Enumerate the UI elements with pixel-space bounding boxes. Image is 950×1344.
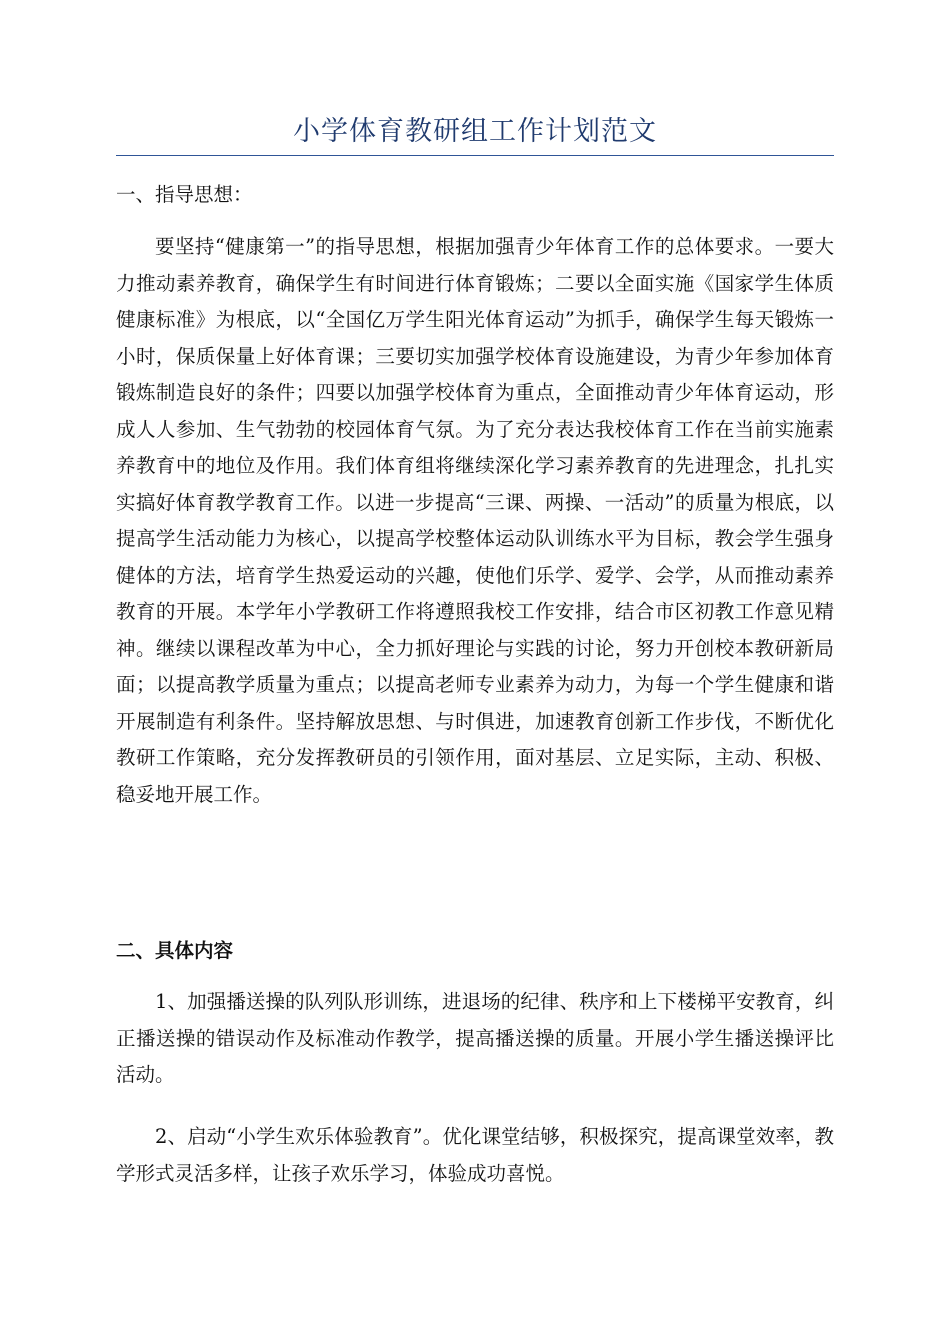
paragraph-item-1: 1、加强播送操的队列队形训练，进退场的纪律、秩序和上下楼梯平安教育，纠正播送操的错误动作及标准动作教学，提高播送操的质量。开展小学生播送操评比活动。 bbox=[116, 990, 834, 1086]
section-heading-guiding-ideology: 一、指导思想： bbox=[116, 183, 253, 206]
section-heading-specific-content: 二、具体内容 bbox=[116, 939, 234, 962]
paragraph-item-2: 2、启动“小学生欢乐体验教育”。优化课堂结够，积极探究，提高课堂效率，教学形式灵活多样，让孩子欢乐学习，体验成功喜悦。 bbox=[116, 1125, 834, 1185]
paragraph-guiding-ideology: 要坚持“健康第一”的指导思想，根据加强青少年体育工作的总体要求。一要大力推动素养教育，确保学生有时间进行体育锻炼；二要以全面实施《国家学生体质健康标准》为根底，以“全国亿万学生阳光体育运动”为抓手，确保学生每天锻炼一小时，保质保量上好体育课；三要切实加强学校体育设施建设，为青少年参加体育锻炼制造良好的条件；四要以加强学校体育为重点，全面推动青少年体育运动，形成人人参加、生气勃勃的校园体育气氛。为了充分表达我校体育工作在当前实施素养教育中的地位及作用。我们体育组将继续深化学习素养教育的先进理念，扎扎实实搞好体育教学教育工作。以进一步提高“三课、两操、一活动”的质量为根底，以提高学生活动能力为核心，以提高学校整体运动队训练水平为目标，教会学生强身健体的方法，培育学生热爱运动的兴趣，使他们乐学、爱学、会学，从而推动素养教育的开展。本学年小学教研工作将遵照我校工作安排，结合市区初教工作意见精神。继续以课程改革为中心，全力抓好理论与实践的讨论，努力开创校本教研新局面；以提高教学质量为重点；以提高老师专业素养为动力，为每一个学生健康和谐开展制造有利条件。坚持解放思想、与时俱进，加速教育创新工作步伐，不断优化教研工作策略，充分发挥教研员的引领作用，面对基层、立足实际，主动、积极、稳妥地开展工作。 bbox=[116, 235, 834, 806]
title-underline bbox=[116, 155, 834, 156]
page-title: 小学体育教研组工作计划范文 bbox=[293, 116, 657, 147]
